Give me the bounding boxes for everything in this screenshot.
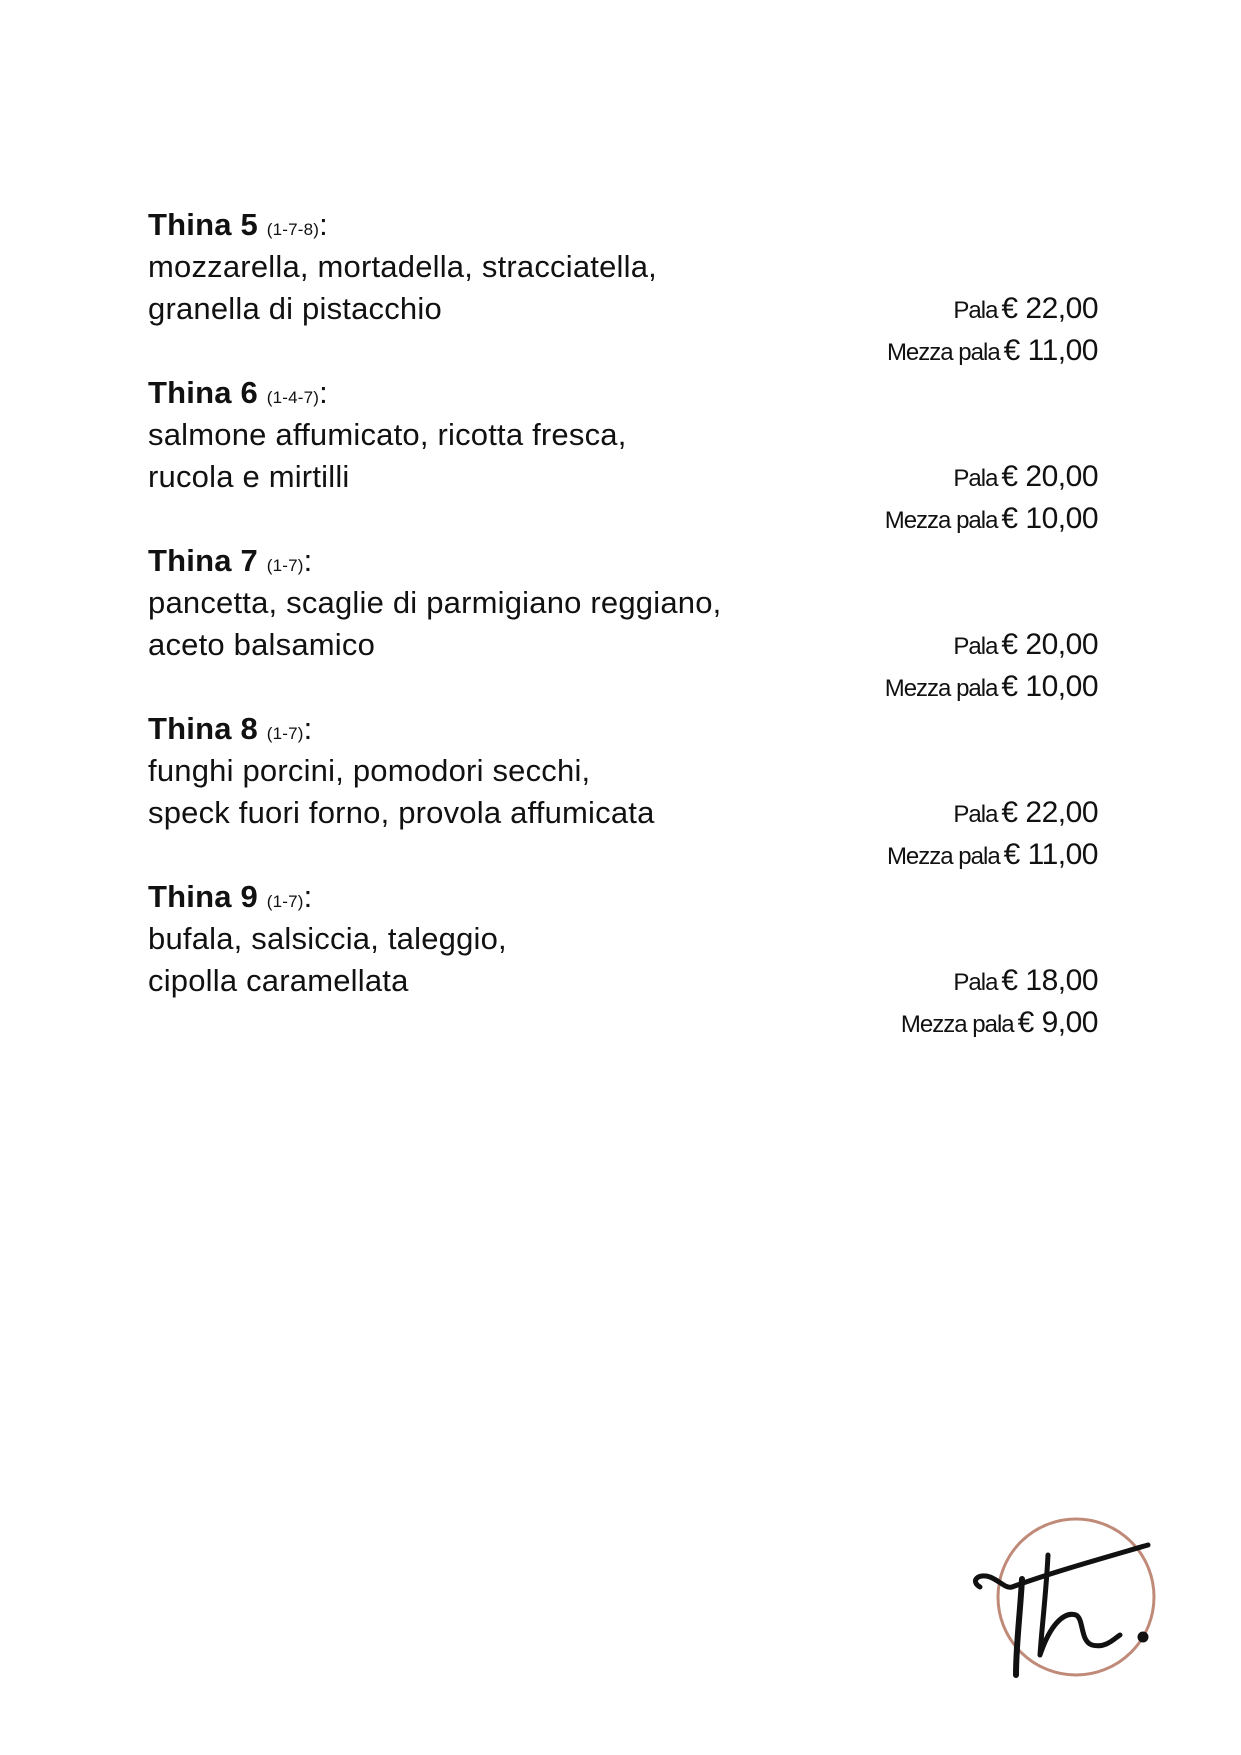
item-description-line-2: aceto balsamico [148,627,376,662]
item-description-line-1: pancetta, scaglie di parmigiano reggiano, [148,585,722,620]
item-colon: : [319,207,328,242]
item-colon: : [319,375,328,410]
price-pala-value: € 22,00 [1001,292,1098,325]
price-pala-label: Pala [953,465,998,492]
price-pala-label: Pala [953,801,998,828]
price-pala [953,456,1098,503]
item-title [148,876,312,923]
price-mezza-pala-value: € 9,00 [1017,1006,1098,1039]
item-name: Thina 5 [148,207,258,242]
price-mezza-pala-value: € 10,00 [1001,670,1098,703]
price-mezza-pala-label: Mezza pala [884,507,998,534]
price-pala-value: € 20,00 [1001,628,1098,661]
price-mezza-pala-label: Mezza pala [900,1011,1014,1038]
item-allergens: (1-4-7) [266,388,320,407]
item-name: Thina 7 [148,543,258,578]
price-mezza-pala-label: Mezza pala [884,675,998,702]
price-mezza-pala-label: Mezza pala [886,843,1000,870]
item-title [148,372,328,419]
item-description-line-2: speck fuori forno, provola affumicata [148,795,655,830]
menu-item-thina-6 [148,368,1098,536]
price-mezza-pala-value: € 11,00 [1003,838,1098,871]
price-pala [953,960,1098,1007]
item-title [148,204,328,251]
menu-item-thina-9 [148,872,1098,1040]
item-colon: : [303,543,313,578]
item-colon: : [303,711,313,746]
price-mezza-pala-value: € 10,00 [1001,502,1098,535]
item-name: Thina 9 [148,879,258,914]
price-pala-value: € 22,00 [1001,796,1098,829]
price-pala [953,288,1098,335]
menu-item-thina-8 [148,704,1098,872]
item-description-line-1: salmone affumicato, ricotta fresca, [148,417,627,452]
menu-item-thina-7 [148,536,1098,704]
price-mezza-pala-value: € 11,00 [1003,334,1098,367]
price-pala-label: Pala [953,297,998,324]
price-pala [953,624,1098,671]
menu-list [148,200,1098,1040]
item-name: Thina 6 [148,375,258,410]
item-description-line-2: granella di pistacchio [148,291,442,326]
menu-item-thina-5 [148,200,1098,368]
price-pala-value: € 18,00 [1001,964,1098,997]
item-description-line-1: mozzarella, mortadella, stracciatella, [148,249,657,284]
item-name: Thina 8 [148,711,258,746]
price-pala-label: Pala [953,969,998,996]
item-description-line-1: funghi porcini, pomodori secchi, [148,753,591,788]
item-description-line-1: bufala, salsiccia, taleggio, [148,921,507,956]
item-description-line-2: cipolla caramellata [148,963,409,998]
price-pala-value: € 20,00 [1001,460,1098,493]
item-title [148,540,312,587]
item-allergens: (1-7) [266,892,304,911]
logo-monogram-th [975,1545,1148,1675]
price-pala-label: Pala [953,633,998,660]
item-allergens: (1-7) [266,556,304,575]
item-colon: : [303,879,313,914]
item-title [148,708,312,755]
thina-logo [960,1515,1170,1685]
item-allergens: (1-7) [266,724,304,743]
price-mezza-pala [901,1002,1098,1049]
price-pala [953,792,1098,839]
item-description-line-2: rucola e mirtilli [148,459,350,494]
item-allergens: (1-7-8) [266,220,320,239]
price-mezza-pala-label: Mezza pala [886,339,1000,366]
